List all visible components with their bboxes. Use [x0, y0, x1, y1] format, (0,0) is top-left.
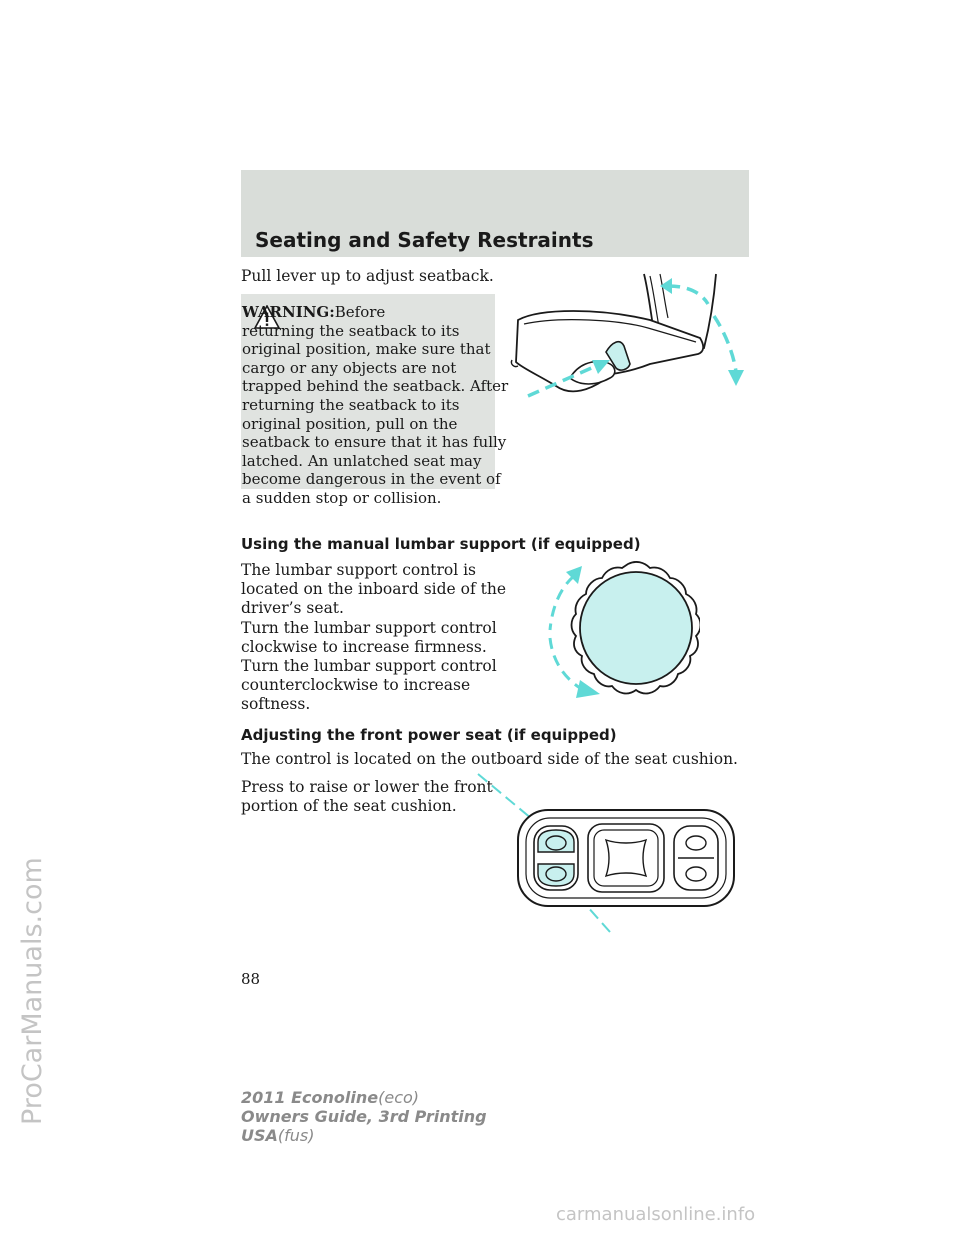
lumbar-paragraph-2 [241, 619, 497, 657]
lumbar-knob-illustration [540, 558, 700, 706]
warning-line: original position, make sure that [242, 340, 491, 359]
power-seat-heading: Adjusting the front power seat (if equipped) [241, 726, 617, 744]
warning-label: WARNING: [242, 303, 335, 321]
seatback-intro: Pull lever up to adjust seatback. [241, 267, 494, 285]
power-seat-paragraph-2 [241, 778, 493, 816]
footer [241, 1088, 487, 1145]
section-title: Seating and Safety Restraints [255, 228, 594, 252]
text-line: Turn the lumbar support control [241, 619, 497, 637]
footer-model: 2011 Econoline [241, 1088, 379, 1107]
warning-line: become dangerous in the event of [242, 470, 501, 489]
warning-line: a sudden stop or collision. [242, 488, 442, 507]
warning-line: latched. An unlatched seat may [242, 451, 482, 470]
text-line: Press to raise or lower the front [241, 778, 493, 796]
footer-guide: Owners Guide, 3rd Printing [241, 1107, 487, 1126]
power-seat-control-illustration [470, 770, 740, 940]
text-line: driver’s seat. [241, 599, 344, 617]
text-line: counterclockwise to increase [241, 676, 471, 694]
warning-line: original position, pull on the [242, 414, 458, 433]
footer-model-code: (eco) [378, 1088, 420, 1107]
bottom-watermark: carmanualsonline.info [556, 1204, 756, 1225]
warning-text [241, 303, 508, 508]
warning-line: Before [334, 303, 386, 321]
lumbar-paragraph-3 [241, 657, 497, 714]
lumbar-heading: Using the manual lumbar support (if equipped) [241, 535, 641, 553]
seatback-lever-illustration [500, 268, 760, 408]
text-line: Turn the lumbar support control [241, 657, 497, 675]
text-line: located on the inboard side of the [241, 580, 507, 598]
warning-line: seatback to ensure that it has fully [242, 433, 507, 452]
power-seat-paragraph-1: The control is located on the outboard side of the seat cushion. [241, 750, 738, 768]
text-line: The lumbar support control is [241, 561, 476, 579]
page-number: 88 [241, 970, 261, 988]
footer-market: USA [241, 1126, 278, 1145]
text-line: clockwise to increase firmness. [241, 638, 487, 656]
warning-line: returning the seatback to its [242, 321, 460, 340]
warning-line: cargo or any objects are not [242, 358, 457, 377]
text-line: portion of the seat cushion. [241, 797, 457, 815]
text-line: softness. [241, 695, 311, 713]
lumbar-paragraph-1 [241, 561, 506, 618]
footer-market-code: (fus) [277, 1126, 315, 1145]
warning-line: returning the seatback to its [242, 395, 460, 414]
warning-line: trapped behind the seatback. After [242, 377, 509, 396]
